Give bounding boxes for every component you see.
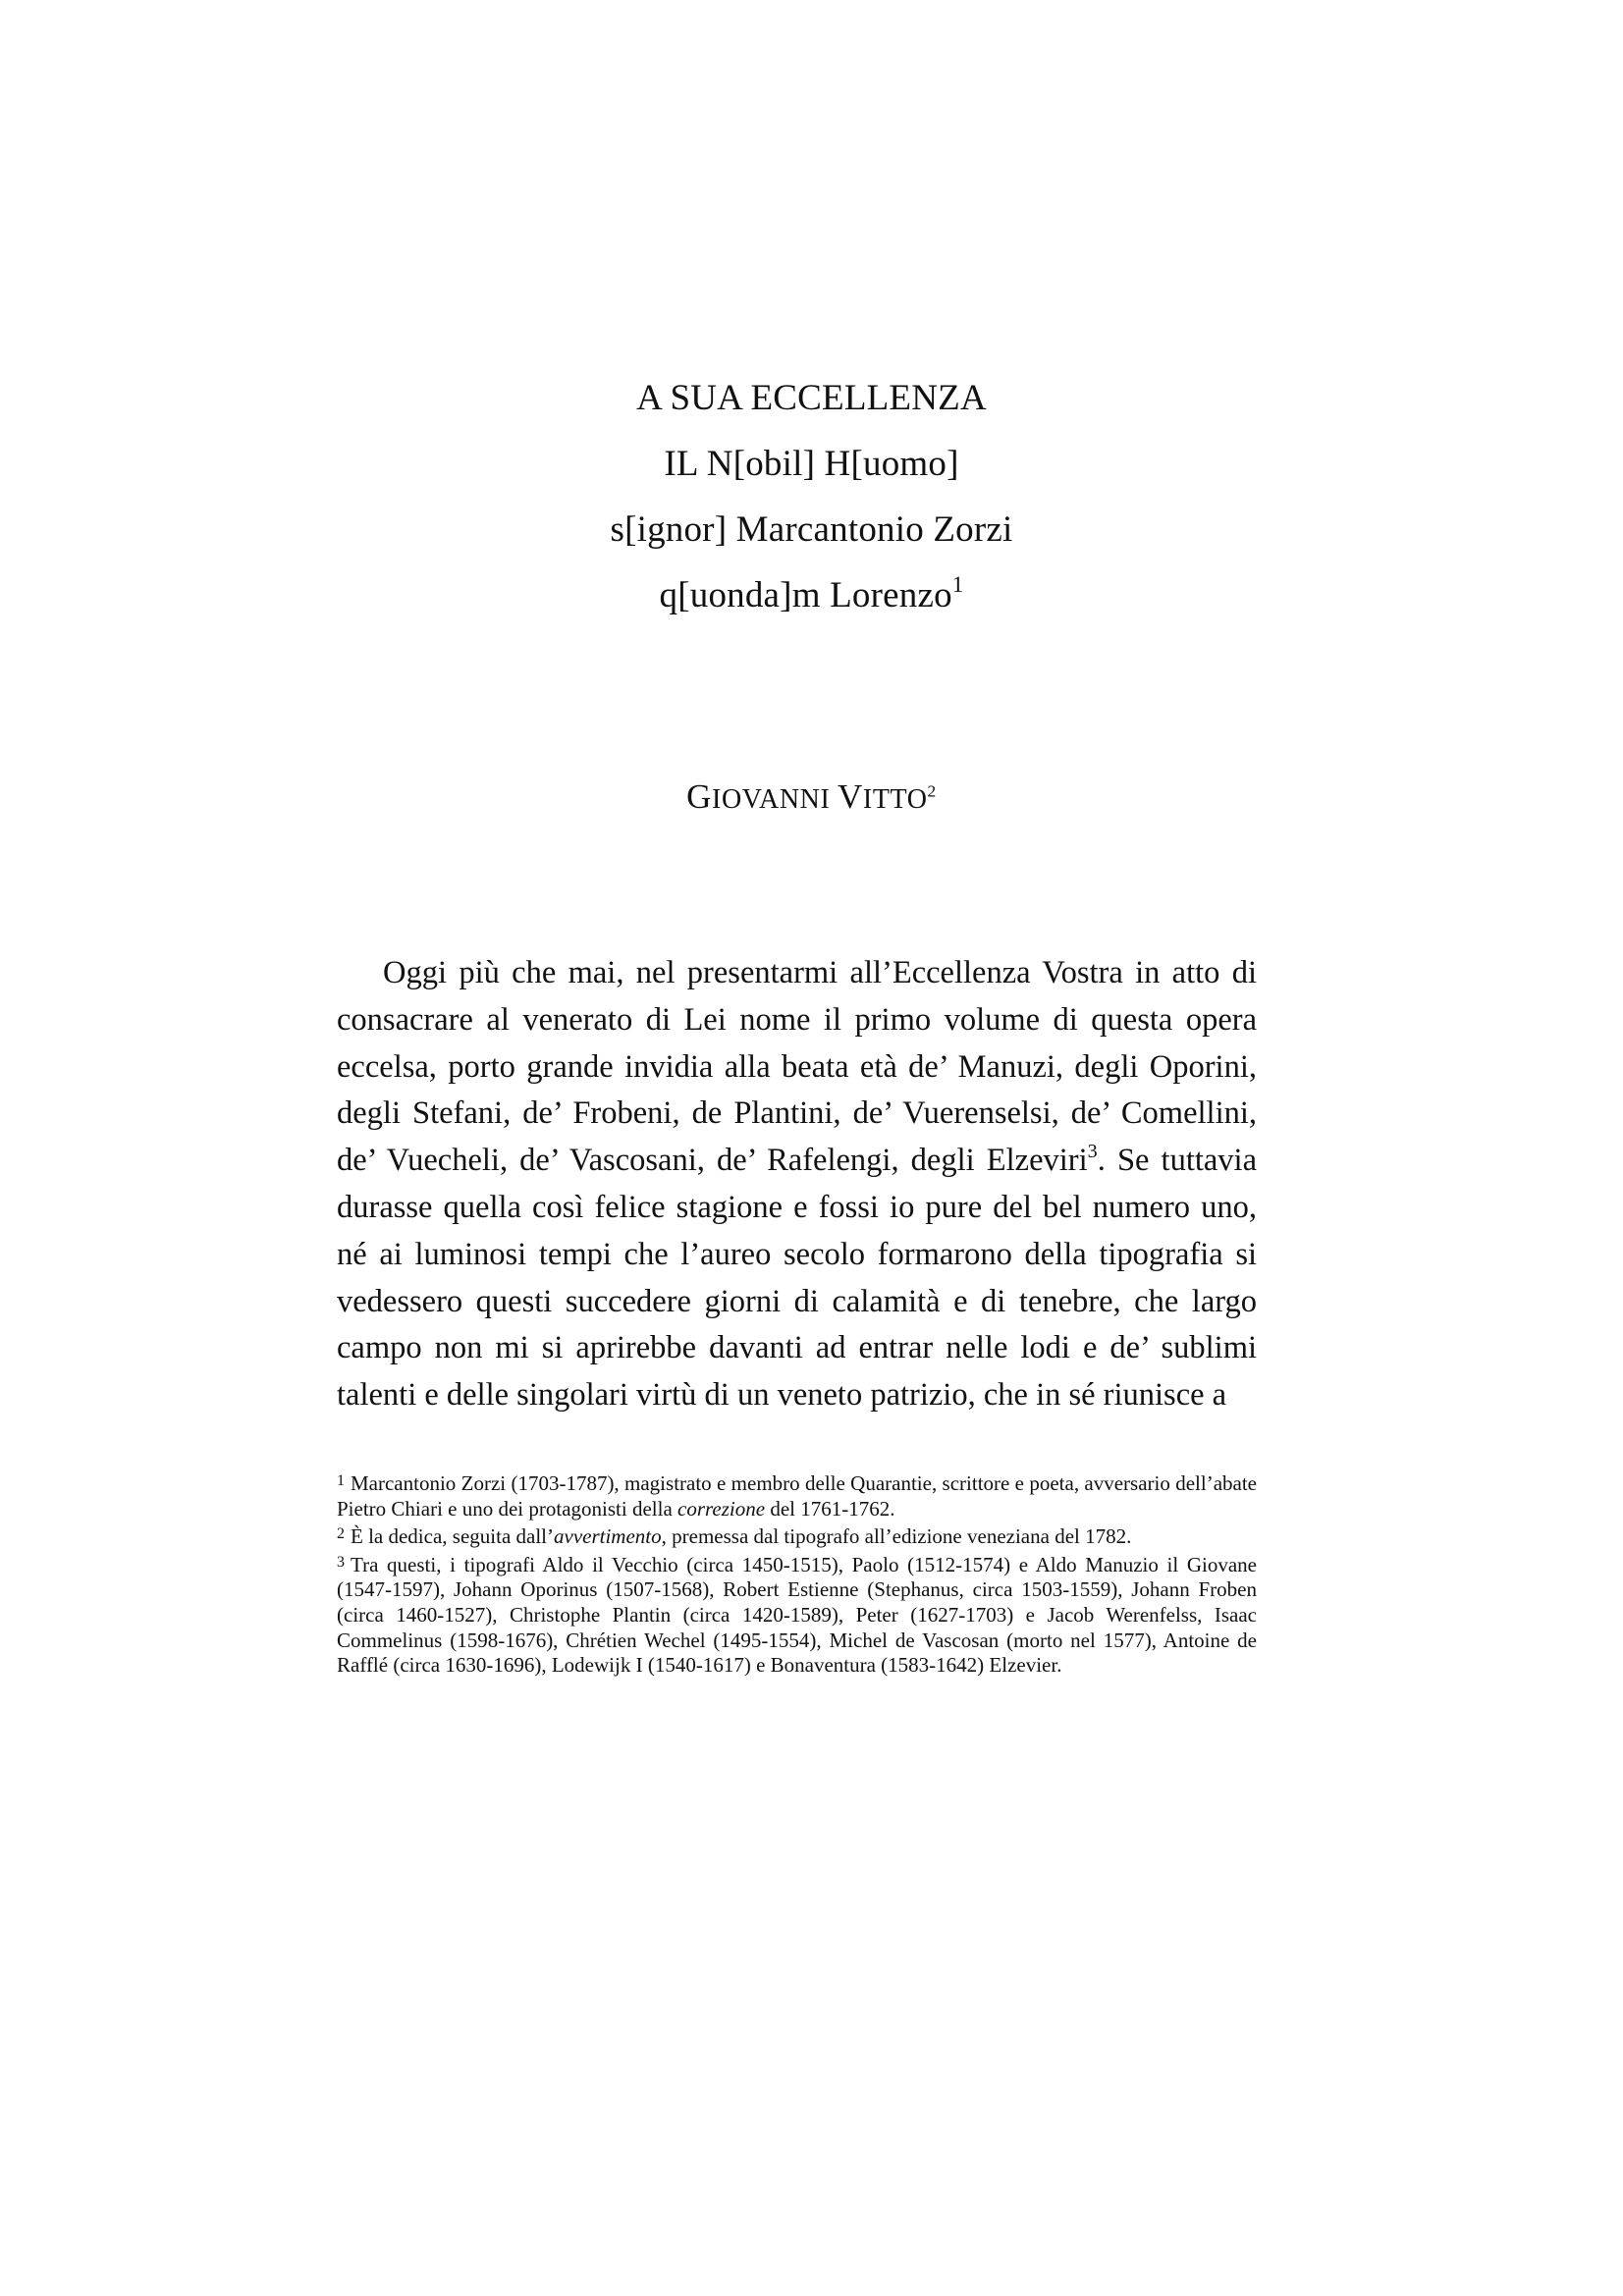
footnote-2-mark: 2 bbox=[337, 1525, 345, 1543]
author-name bbox=[0, 777, 1623, 817]
title-line-1: A SUA ECCELLENZA bbox=[636, 378, 987, 418]
body-text-part-1: Oggi più che mai, nel presentarmi all’Eccellenza Vostra in atto di consacrare al venerato di Lei nome il primo volume di questa opera eccelsa, porto grande invidia alla beata età de’ Manuzi, degli Oporini, degli Stefani, de’ Frobeni, de Plantini, de’ Vuerenselsi, de’ Comellini, de’ Vuecheli, de’ Vascosani, de’ Rafelengi, degli Elzeviri bbox=[337, 955, 1257, 1179]
footnote-1 bbox=[337, 1468, 1257, 1522]
footnote-3-text: Tra questi, i tipografi Aldo il Vecchio (circa 1450-1515), Paolo (1512-1574) e Aldo Manuzio il Giovane (1547-1597), Johann Oporinus (1507-1568), Robert Estienne (Stephanus, circa 1503-1559), Johann Froben (circa 1460-1527), Christophe Plantin (circa 1420-1589), Peter (1627-1703) e Jacob Werenfelss, Isaac Commelinus (1598-1676), Chrétien Wechel (1495-1554), Michel de Vascosan (morto nel 1577), Antoine de Rafflé (circa 1630-1696), Lodewijk I (1540-1617) e Bonaventura (1583-1642) Elzevier. bbox=[337, 1552, 1257, 1678]
footnote-2-text-a: È la dedica, seguita dall’ bbox=[351, 1524, 554, 1549]
footnote-2 bbox=[337, 1522, 1257, 1550]
footnote-ref-3[interactable]: 3 bbox=[1087, 1141, 1098, 1163]
title-line-2: IL N[obil] H[uomo] bbox=[664, 444, 959, 484]
author-last-rest: ITTO bbox=[862, 784, 928, 815]
footnotes bbox=[337, 1468, 1257, 1679]
footnote-ref-2[interactable]: 2 bbox=[927, 781, 937, 801]
footnote-1-italic: correzione bbox=[677, 1496, 766, 1521]
body-text-part-2: . Se tuttavia durasse quella così felice stagione e fossi io pure del bel numero uno, né ai luminosi tempi che l’aureo secolo formarono della tipografia si vedessero questi succedere giorni di calamità e di tenebre, che largo campo non mi si aprirebbe davanti ad entrar nelle lodi e de’ sublimi talenti e delle singolari virtù di un veneto patrizio, che in sé riunisce a bbox=[337, 1143, 1258, 1414]
footnote-2-text-b: , premessa dal tipografo all’edizione veneziana del 1782. bbox=[661, 1524, 1132, 1549]
author-first-rest: IOVANNI bbox=[712, 784, 831, 815]
footnote-1-text-b: del 1761-1762. bbox=[765, 1496, 895, 1521]
author-last-initial: V bbox=[838, 777, 863, 816]
body-paragraph bbox=[337, 950, 1257, 1419]
title-line-4-text: q[uonda]m Lorenzo bbox=[659, 575, 952, 615]
dedication-title bbox=[0, 365, 1623, 628]
footnote-2-italic: avvertimento bbox=[554, 1524, 662, 1549]
body-text bbox=[337, 950, 1257, 1419]
footnote-1-mark: 1 bbox=[337, 1472, 345, 1489]
author-first-initial: G bbox=[686, 777, 713, 816]
title-line-3: s[ignor] Marcantonio Zorzi bbox=[610, 509, 1013, 550]
title-line-4 bbox=[0, 562, 1623, 628]
footnote-1-text-a: Marcantonio Zorzi (1703-1787), magistrato e membro delle Quarantie, scrittore e poeta, avversario dell’abate Pietro Chiari e uno dei protagonisti della bbox=[337, 1471, 1257, 1521]
footnote-ref-1[interactable]: 1 bbox=[951, 572, 964, 598]
footnote-3 bbox=[337, 1550, 1257, 1679]
footnote-3-mark: 3 bbox=[337, 1553, 345, 1571]
